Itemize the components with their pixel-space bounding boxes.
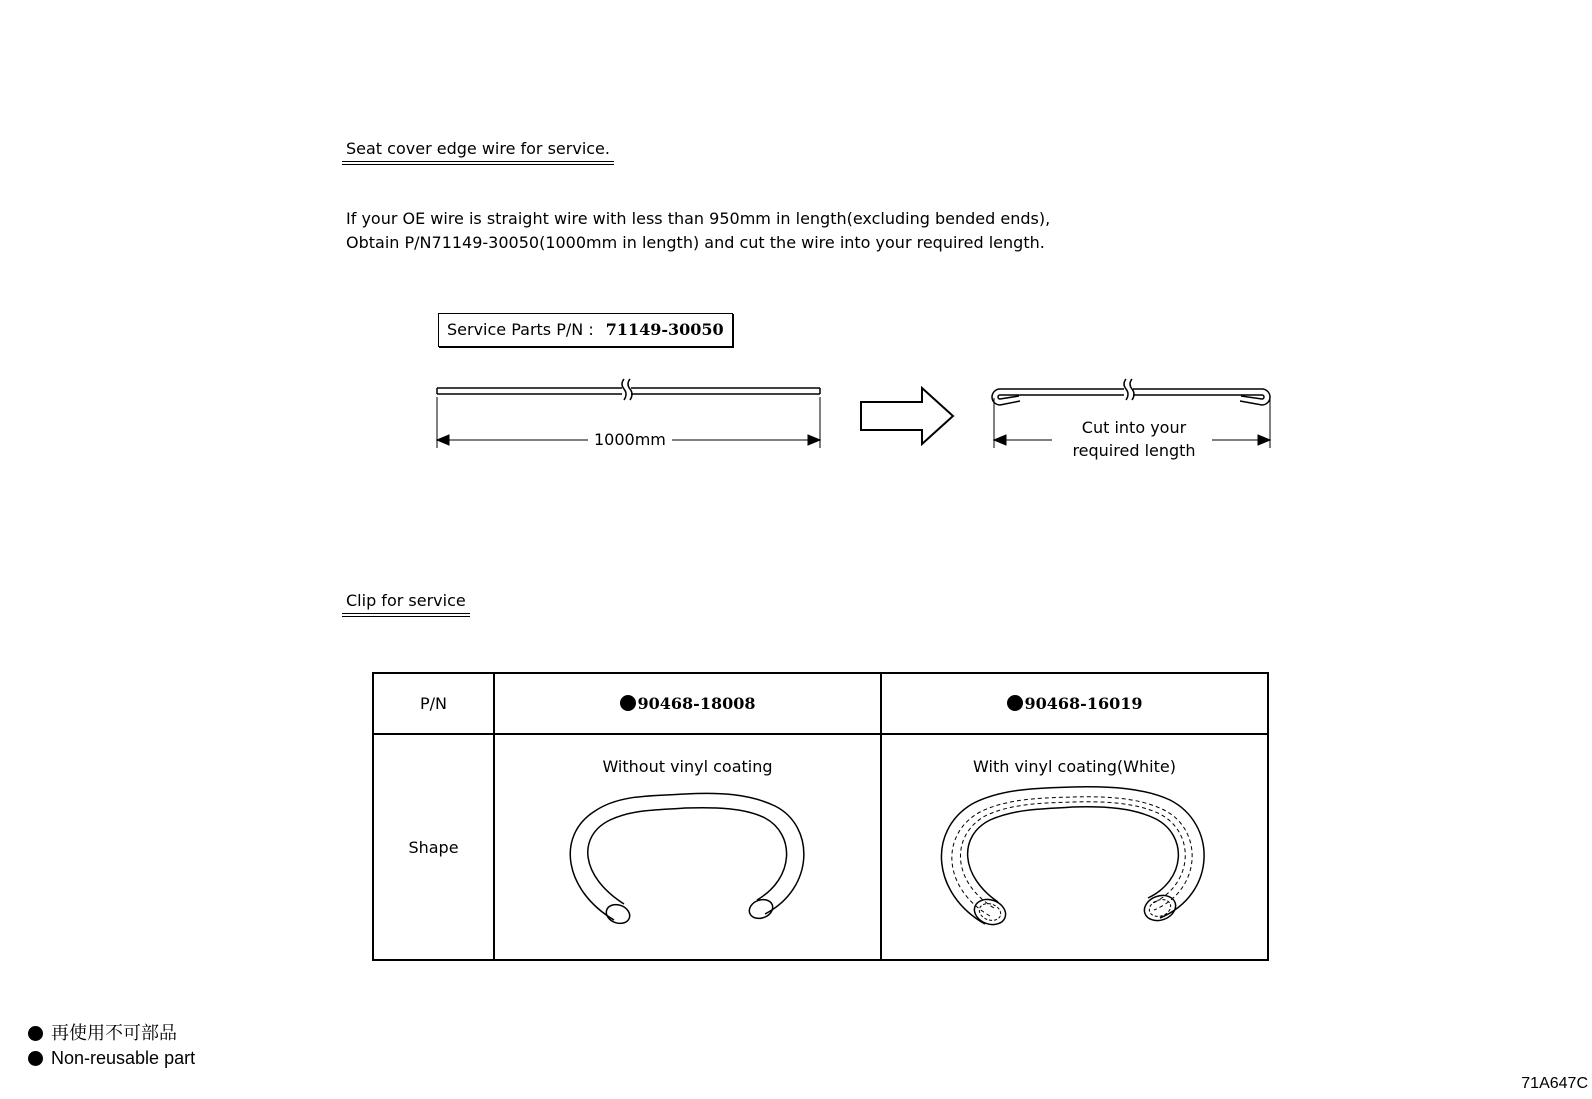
clip-1-shape-cell <box>494 734 881 960</box>
service-part-number: 71149-30050 <box>605 320 724 339</box>
pn-row-label: P/N <box>373 673 494 734</box>
non-reusable-dot-icon <box>28 1051 43 1066</box>
legend-english-text: Non-reusable part <box>51 1048 196 1068</box>
clip-table <box>372 672 1269 961</box>
non-reusable-dot-icon <box>1007 695 1023 711</box>
shape-row <box>373 734 1268 960</box>
instruction-line-2: Obtain P/N71149-30050(1000mm in length) and cut the wire into your required length. <box>346 233 1045 252</box>
cut-label-line-1: Cut into your <box>1081 418 1187 437</box>
clip-2-description: With vinyl coating(White) <box>973 757 1176 776</box>
clip-1-pn-text: 90468-18008 <box>637 694 756 713</box>
cut-length-label <box>1060 416 1208 462</box>
figure-code: 71A647C <box>1521 1075 1588 1092</box>
cut-label-line-2: required length <box>1072 441 1196 460</box>
clip-2-shape-cell <box>881 734 1268 960</box>
instruction-line-1: If your OE wire is straight wire with less than 950mm in length(excluding bended ends), <box>346 209 1051 228</box>
legend-japanese-text: 再使用不可部品 <box>51 1023 177 1044</box>
clip-1-part-number <box>494 673 881 734</box>
clip-section-heading <box>342 591 470 614</box>
wire-section-heading-text: Seat cover edge wire for service. <box>346 139 610 158</box>
legend-japanese <box>28 1021 195 1046</box>
clip-section-heading-text: Clip for service <box>346 591 466 610</box>
clip-2-pn-text: 90468-16019 <box>1024 694 1143 713</box>
non-reusable-dot-icon <box>620 695 636 711</box>
length-label: 1000mm <box>588 430 672 449</box>
clip-1-description: Without vinyl coating <box>602 757 773 776</box>
part-number-row <box>373 673 1268 734</box>
service-parts-label: Service Parts P/N : <box>447 320 594 339</box>
bent-wire <box>992 379 1270 405</box>
clip-2-part-number <box>881 673 1268 734</box>
straight-wire <box>437 379 820 402</box>
clip-vinyl-coated-icon <box>882 776 1265 946</box>
legend <box>28 1021 195 1071</box>
arrow-right-icon <box>861 388 953 444</box>
legend-english <box>28 1046 195 1071</box>
non-reusable-dot-icon <box>28 1026 43 1041</box>
clip-uncoated-icon <box>495 776 878 946</box>
shape-row-label: Shape <box>373 734 494 960</box>
